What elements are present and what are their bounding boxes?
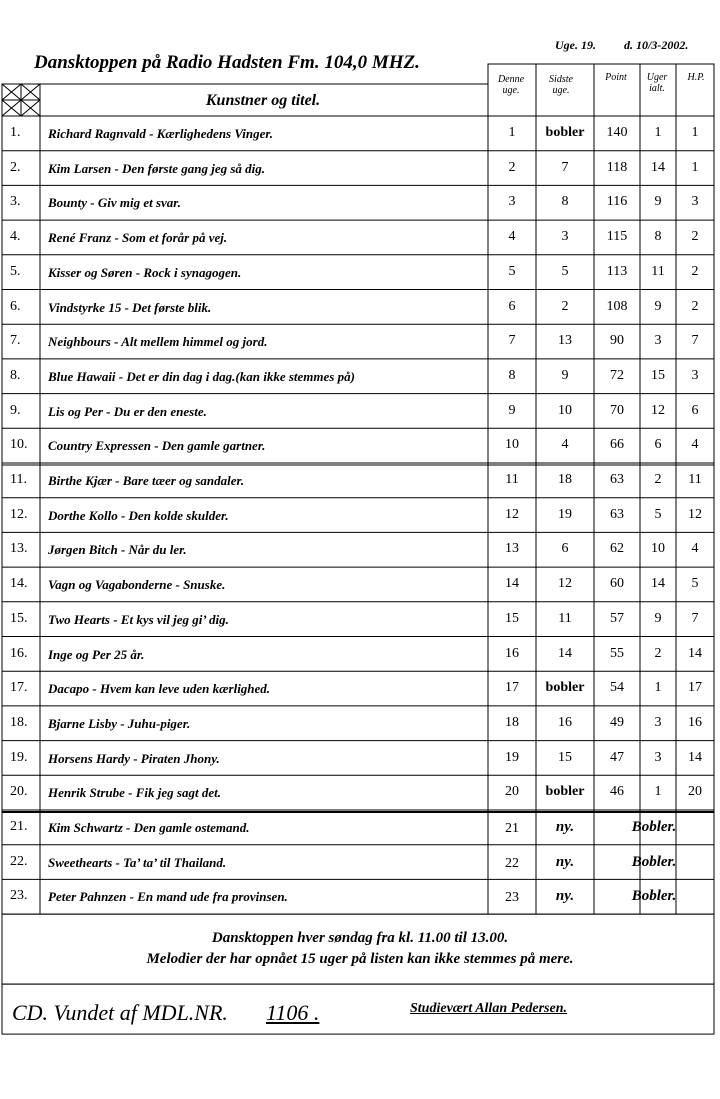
row-points: 62 — [610, 541, 624, 557]
row-artist-title: Kim Larsen - Den første gang jeg så dig. — [48, 160, 266, 176]
row-weeks-total: 3 — [654, 333, 662, 349]
row-hp: 1 — [691, 125, 699, 140]
row-points: 140 — [606, 125, 628, 140]
row-last-week: 19 — [558, 506, 572, 522]
row-this-week: 2 — [508, 159, 516, 175]
row-this-week: 15 — [505, 610, 519, 626]
row-hp: 14 — [688, 749, 702, 765]
row-this-week: 23 — [505, 890, 519, 906]
row-artist-title: Bjarne Lisby - Juhu-piger. — [48, 715, 191, 731]
row-points: 70 — [610, 402, 624, 418]
col-artist-title: Kunstner og titel. — [205, 92, 321, 109]
row-this-week: 22 — [505, 855, 519, 871]
row-last-week: 16 — [558, 714, 572, 730]
row-rank: 4. — [10, 229, 21, 245]
row-hp: 5 — [691, 576, 699, 592]
row-rank: 6. — [10, 298, 21, 314]
footer-line-1: Dansktoppen hver søndag fra kl. 11.00 til 13.00. — [211, 930, 509, 946]
row-this-week: 7 — [508, 333, 516, 349]
row-weeks-total: 2 — [654, 472, 662, 487]
row-artist-title: Vagn og Vagabonderne - Snuske. — [48, 577, 226, 593]
row-artist-title: Dacapo - Hvem kan leve uden kærlighed. — [48, 681, 271, 697]
row-rank: 9. — [10, 402, 21, 418]
row-rank: 10. — [10, 437, 28, 453]
row-rank: 2. — [10, 159, 21, 175]
row-last-week: 15 — [558, 749, 572, 765]
row-rank: 20. — [10, 784, 28, 800]
row-points: 72 — [610, 367, 624, 383]
row-points: 60 — [610, 576, 624, 592]
row-weeks-total: 6 — [654, 437, 662, 453]
row-artist-title: Kim Schwartz - Den gamle ostemand. — [48, 820, 250, 835]
row-last-week: 4 — [561, 437, 569, 453]
row-hp: 16 — [688, 714, 702, 730]
row-weeks-total: 9 — [654, 610, 662, 626]
row-this-week: 20 — [505, 784, 519, 800]
row-weeks-total: 14 — [651, 159, 665, 175]
row-artist-title: Kisser og Søren - Rock i synagogen. — [48, 264, 242, 280]
row-new-label: ny. — [555, 888, 575, 905]
row-this-week: 17 — [505, 680, 519, 696]
row-this-week: 12 — [505, 506, 519, 522]
row-last-week: 12 — [558, 576, 572, 592]
row-weeks-total: 14 — [651, 576, 665, 592]
row-rank: 21. — [10, 819, 28, 834]
row-artist-title: Dorthe Kollo - Den kolde skulder. — [48, 507, 229, 523]
row-last-week: 2 — [561, 298, 569, 314]
row-this-week: 11 — [505, 472, 519, 487]
row-this-week: 5 — [508, 263, 516, 279]
row-new-label: ny. — [555, 819, 575, 835]
row-hp: 2 — [691, 263, 699, 279]
row-this-week: 18 — [505, 714, 519, 730]
row-rank: 16. — [10, 645, 28, 661]
row-artist-title: Vindstyrke 15 - Det første blik. — [48, 299, 212, 315]
row-weeks-total: 1 — [654, 680, 662, 696]
row-this-week: 9 — [508, 402, 516, 418]
row-weeks-total: 3 — [654, 749, 662, 765]
row-hp: 12 — [688, 506, 702, 522]
row-this-week: 21 — [505, 821, 519, 836]
row-rank: 15. — [10, 610, 28, 626]
row-last-week: bobler — [545, 784, 585, 800]
row-weeks-total: 1 — [654, 784, 662, 800]
row-last-week: bobler — [545, 125, 585, 140]
row-artist-title: Two Hearts - Et kys vil jeg gi’ dig. — [48, 611, 229, 627]
row-weeks-total: 3 — [654, 714, 662, 730]
row-points: 66 — [610, 437, 624, 453]
row-this-week: 3 — [508, 194, 516, 210]
page-title: Dansktoppen på Radio Hadsten Fm. 104,0 MHZ. — [34, 52, 420, 73]
row-this-week: 14 — [505, 576, 519, 592]
col-points: Point — [605, 72, 627, 83]
week-label: Uge. 19. — [555, 38, 596, 52]
row-points: 113 — [606, 263, 628, 279]
row-points: 54 — [610, 680, 624, 696]
row-last-week: 18 — [558, 472, 572, 487]
row-rank: 11. — [10, 472, 27, 487]
row-hp: 6 — [691, 402, 699, 418]
row-points: 55 — [610, 645, 624, 661]
footer-line-2: Melodier der har opnået 15 uger på listen kan ikke stemmes på mere. — [146, 951, 574, 967]
col-hp: H.P. — [687, 72, 705, 83]
col-last-week: Sidste uge. — [549, 74, 573, 96]
row-points: 49 — [610, 714, 624, 730]
row-weeks-total: 9 — [654, 194, 662, 210]
row-hp: 4 — [691, 437, 699, 453]
row-hp: 7 — [691, 333, 699, 349]
row-this-week: 16 — [505, 645, 519, 661]
row-points: 116 — [606, 194, 628, 210]
row-bubble-label: Bobler. — [631, 819, 677, 835]
row-last-week: bobler — [545, 680, 585, 696]
row-rank: 12. — [10, 506, 28, 522]
row-hp: 2 — [691, 298, 699, 314]
row-this-week: 1 — [508, 125, 516, 140]
row-last-week: 6 — [561, 541, 569, 557]
row-last-week: 11 — [558, 610, 572, 626]
row-rank: 8. — [10, 367, 21, 383]
row-points: 46 — [610, 784, 624, 800]
row-artist-title: Neighbours - Alt mellem himmel og jord. — [48, 334, 268, 350]
row-hp: 2 — [691, 229, 699, 245]
row-artist-title: Richard Ragnvald - Kærlighedens Vinger. — [48, 126, 274, 141]
row-this-week: 8 — [508, 367, 516, 383]
row-hp: 11 — [688, 472, 702, 487]
row-this-week: 13 — [505, 541, 519, 557]
row-weeks-total: 9 — [654, 298, 662, 314]
row-last-week: 5 — [561, 263, 569, 279]
col-this-week: Denne uge. — [497, 74, 525, 96]
row-weeks-total: 10 — [651, 541, 665, 557]
row-hp: 3 — [691, 194, 699, 210]
row-rank: 23. — [10, 888, 28, 904]
row-last-week: 9 — [561, 367, 569, 383]
row-weeks-total: 1 — [654, 125, 662, 140]
cd-winner-label: CD. Vundet af MDL.NR. — [12, 1000, 228, 1025]
row-this-week: 10 — [505, 437, 519, 453]
row-points: 108 — [606, 298, 628, 314]
row-weeks-total: 11 — [651, 263, 665, 279]
row-artist-title: René Franz - Som et forår på vej. — [48, 230, 228, 246]
row-bubble-label: Bobler. — [631, 853, 677, 870]
row-hp: 4 — [691, 541, 699, 557]
row-rank: 18. — [10, 714, 28, 730]
row-weeks-total: 5 — [654, 506, 662, 522]
row-weeks-total: 15 — [651, 367, 665, 383]
row-artist-title: Horsens Hardy - Piraten Jhony. — [48, 750, 220, 766]
row-last-week: 3 — [561, 229, 569, 245]
row-hp: 20 — [688, 784, 702, 800]
row-last-week: 8 — [561, 194, 569, 210]
row-artist-title: Birthe Kjær - Bare tæer og sandaler. — [48, 473, 245, 488]
row-weeks-total: 12 — [651, 402, 665, 418]
row-rank: 7. — [10, 333, 21, 349]
row-artist-title: Sweethearts - Ta’ ta’ til Thailand. — [48, 854, 227, 870]
row-points: 63 — [610, 472, 624, 487]
row-artist-title: Peter Pahnzen - En mand ude fra provinsen. — [48, 889, 288, 905]
row-points: 57 — [610, 610, 624, 626]
row-rank: 5. — [10, 263, 21, 279]
row-artist-title: Lis og Per - Du er den eneste. — [48, 403, 207, 419]
row-points: 63 — [610, 506, 624, 522]
row-rank: 3. — [10, 194, 21, 210]
row-this-week: 6 — [508, 298, 516, 314]
row-weeks-total: 2 — [654, 645, 662, 661]
row-bubble-label: Bobler. — [631, 888, 677, 905]
row-artist-title: Inge og Per 25 år. — [48, 646, 145, 662]
row-artist-title: Country Expressen - Den gamle gartner. — [48, 438, 266, 454]
row-points: 47 — [610, 749, 624, 765]
row-artist-title: Bounty - Giv mig et svar. — [48, 195, 181, 211]
studio-host: Studievært Allan Pedersen. — [410, 1001, 567, 1016]
row-points: 115 — [606, 229, 628, 245]
row-rank: 14. — [10, 576, 28, 592]
row-weeks-total: 8 — [654, 229, 662, 245]
row-this-week: 4 — [508, 229, 516, 245]
row-points: 90 — [610, 333, 624, 349]
row-hp: 7 — [691, 610, 699, 626]
row-last-week: 13 — [558, 333, 572, 349]
row-last-week: 10 — [558, 402, 572, 418]
date-label: d. 10/3-2002. — [624, 38, 689, 52]
row-artist-title: Henrik Strube - Fik jeg sagt det. — [48, 785, 221, 801]
row-hp: 17 — [688, 680, 702, 696]
row-last-week: 7 — [561, 159, 569, 175]
row-rank: 19. — [10, 749, 28, 765]
row-rank: 1. — [10, 125, 21, 140]
col-weeks-total: Uger ialt. — [646, 72, 668, 94]
cd-winner-number: 1106 . — [266, 1000, 320, 1025]
row-new-label: ny. — [555, 853, 575, 870]
row-hp: 14 — [688, 645, 702, 661]
row-this-week: 19 — [505, 749, 519, 765]
row-rank: 22. — [10, 853, 28, 869]
row-rank: 13. — [10, 541, 28, 557]
row-artist-title: Blue Hawaii - Det er din dag i dag.(kan ikke stemmes på) — [48, 368, 355, 384]
row-rank: 17. — [10, 680, 28, 696]
row-hp: 3 — [691, 367, 699, 383]
row-hp: 1 — [691, 159, 699, 175]
row-last-week: 14 — [558, 645, 572, 661]
row-artist-title: Jørgen Bitch - Når du ler. — [48, 542, 187, 558]
row-points: 118 — [606, 159, 628, 175]
